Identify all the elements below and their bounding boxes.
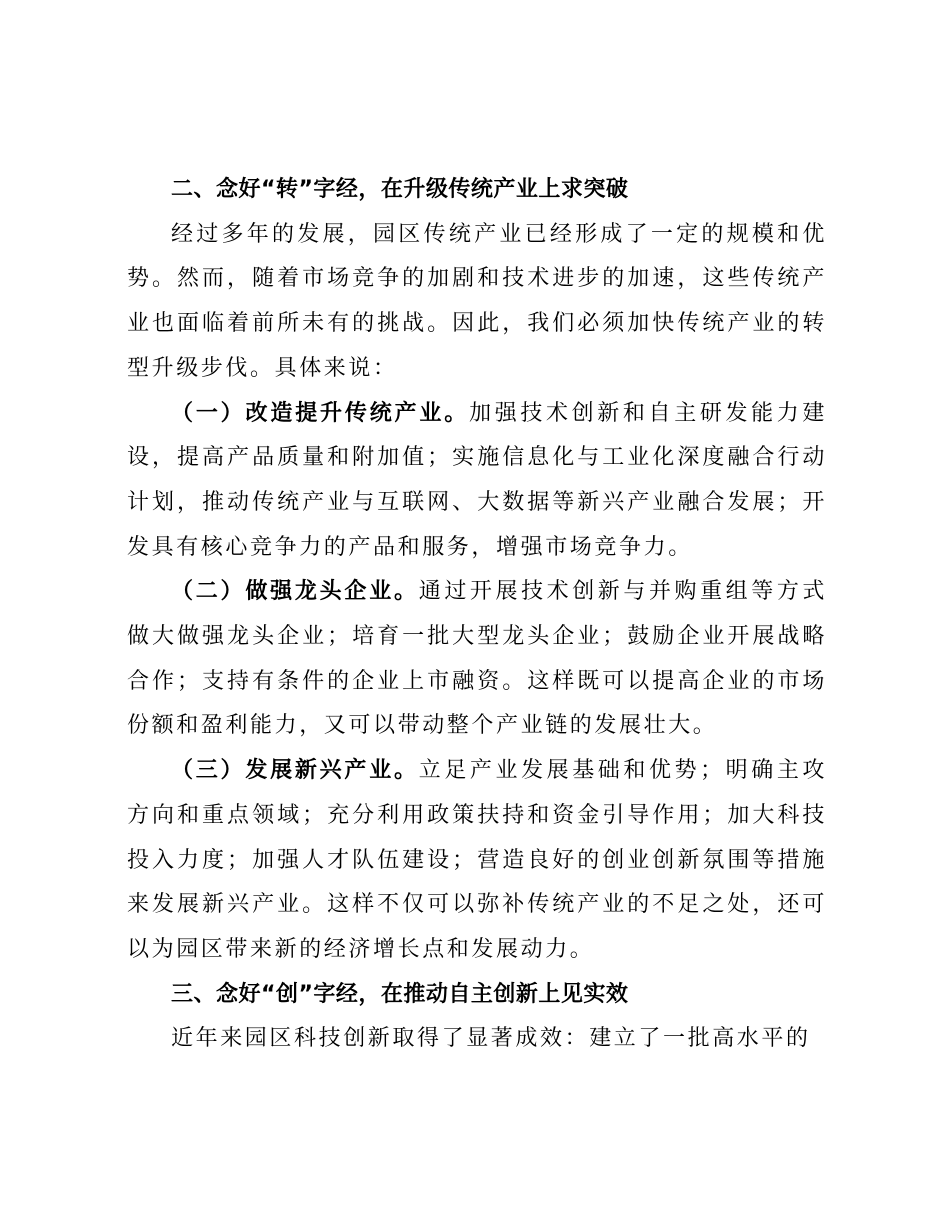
item-2-text: 通过开展技术创新与并购重组等方式做大做强龙头企业；培育一批大型龙头企业；鼓励企业开展战略合作；支持有条件的企业上市融资。这样既可以提高企业的市场份额和盈利能力，又可以带动整个产业链的发展壮大。 — [127, 579, 827, 739]
item-3-text: 立足产业发展基础和优势；明确主攻方向和重点领域；充分利用政策扶持和资金引导作用；加大科技投入力度；加强人才队伍建设；营造良好的创业创新氛围等措施来发展新兴产业。这样不仅可以弥补传统产业的不足之处，还可以为园区带来新的经济增长点和发展动力。 — [127, 758, 827, 962]
section-2-item-3-paragraph — [127, 749, 827, 973]
item-1-text: 加强技术创新和自主研发能力建设，提高产品质量和附加值；实施信息化与工业化深度融合行动计划，推动传统产业与互联网、大数据等新兴产业融合发展；开发具有核心竞争力的产品和服务，增强市场竞争力。 — [127, 400, 827, 560]
item-2-lead: （二）做强龙头企业。 — [171, 579, 419, 605]
item-3-lead: （三）发展新兴产业。 — [171, 758, 419, 784]
section-3-intro-paragraph: 近年来园区科技创新取得了显著成效：建立了一批高水平的 — [171, 1026, 811, 1052]
item-1-lead: （一）改造提升传统产业。 — [171, 400, 470, 426]
section-3-heading: 三、念好“创”字经，在推动自主创新上见实效 — [171, 981, 629, 1007]
section-2-item-1-paragraph — [127, 392, 827, 571]
document-body — [127, 168, 827, 1062]
section-2-item-2-paragraph — [127, 570, 827, 749]
section-2-heading: 二、念好“转”字经，在升级传统产业上求突破 — [171, 177, 629, 202]
section-2-intro-paragraph: 经过多年的发展，园区传统产业已经形成了一定的规模和优势。然而，随着市场竞争的加剧和技术进步的加速，这些传统产业也面临着前所未有的挑战。因此，我们必须加快传统产业的转型升级步伐。具体来说： — [127, 221, 827, 381]
